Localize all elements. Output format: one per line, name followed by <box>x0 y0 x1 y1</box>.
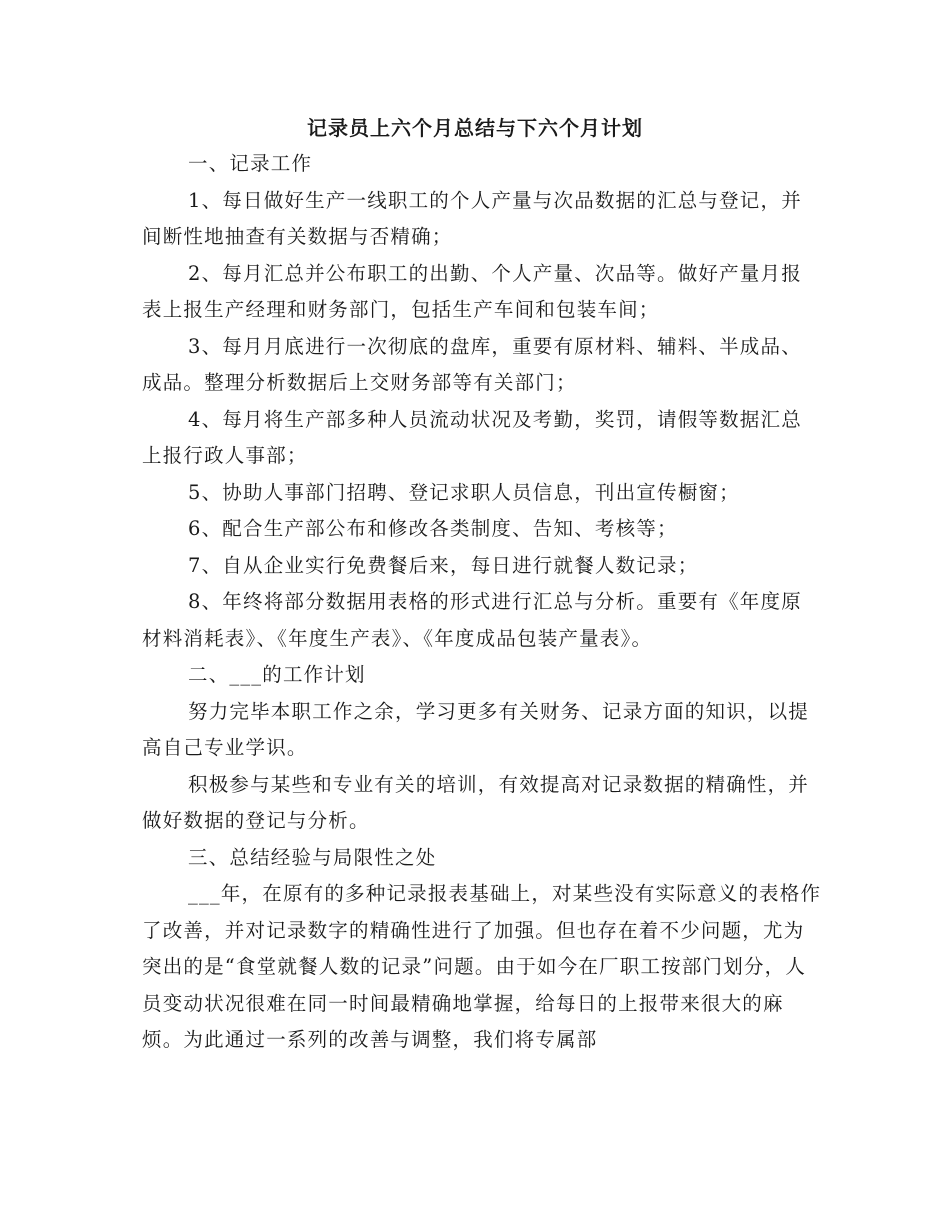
paragraph-item-5: 5、协助人事部门招聘、登记求职人员信息，刊出宣传橱窗； <box>188 480 740 504</box>
paragraph-plan-2: 积极参与某些和专业有关的培训，有效提高对记录数据的精确性，并做好数据的登记与分析。 <box>142 772 810 832</box>
document-title: 记录员上六个月总结与下六个月计划 <box>307 116 643 140</box>
section-heading-summary: 三、总结经验与局限性之处 <box>188 845 437 869</box>
paragraph-item-4: 4、每月将生产部多种人员流动状况及考勤，奖罚，请假等数据汇总上报行政人事部； <box>142 407 802 467</box>
paragraph-item-8: 8、年终将部分数据用表格的形式进行汇总与分析。重要有《年度原材料消耗表》、《年度生产表》、《年度成品包装产量表》。 <box>142 590 802 650</box>
paragraph-summary: ___年，在原有的多种记录报表基础上，对某些没有实际意义的表格作了改善，并对记录数字的精确性进行了加强。但也存在着不少问题，尤为突出的是“食堂就餐人数的记录”问题。由于如今在厂职工按部门划分，人员变动状况很难在同一时间最精确地掌握，给每日的上报带来很大的麻烦。为此通过一系列的改善与调整，我们将专属部 <box>142 882 822 1051</box>
paragraph-item-7: 7、自从企业实行免费餐后来，每日进行就餐人数记录； <box>188 553 699 577</box>
section-heading-work-plan: 二、___的工作计划 <box>188 663 366 686</box>
paragraph-item-3: 3、每月月底进行一次彻底的盘库，重要有原材料、辅料、半成品、成品。整理分析数据后上交财务部等有关部门； <box>142 334 802 394</box>
paragraph-plan-1: 努力完毕本职工作之余，学习更多有关财务、记录方面的知识，以提高自己专业学识。 <box>142 699 810 759</box>
paragraph-item-2: 2、每月汇总并公布职工的出勤、个人产量、次品等。做好产量月报表上报生产经理和财务部门，包括生产车间和包装车间； <box>142 261 802 321</box>
paragraph-item-1: 1、每日做好生产一线职工的个人产量与次品数据的汇总与登记，并间断性地抽查有关数据与否精确； <box>142 188 802 248</box>
section-heading-statistics-work: 一、记录工作 <box>188 152 313 175</box>
document-body <box>142 146 822 1059</box>
paragraph-item-6: 6、配合生产部公布和修改各类制度、告知、考核等； <box>188 517 678 540</box>
